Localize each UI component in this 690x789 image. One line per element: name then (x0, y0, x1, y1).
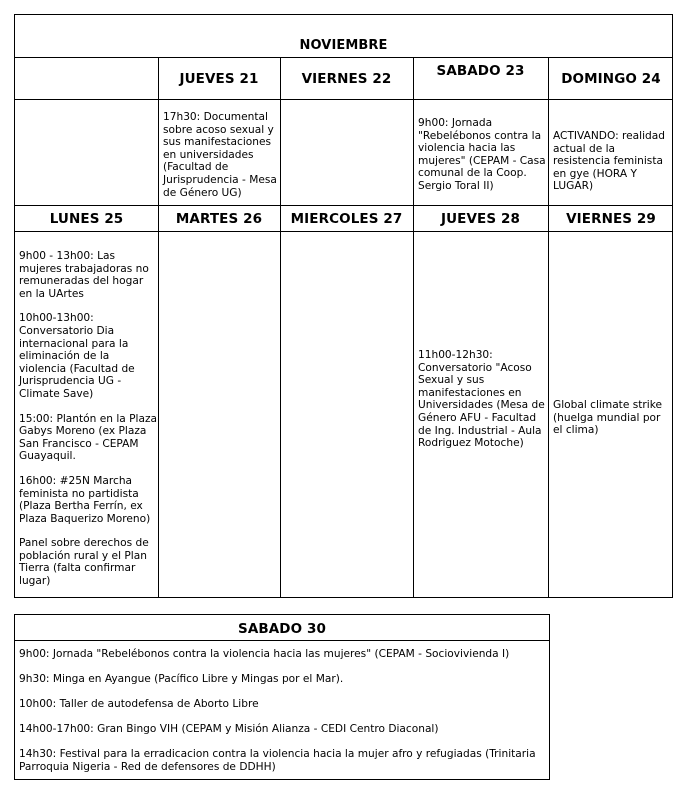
day-cell-sabado-23 (418, 117, 548, 193)
day-header-miercoles-27: MIERCOLES 27 (290, 211, 403, 227)
event-text: Panel sobre derechos de población rural y el Plan Tierra (falta confirmar lugar) (19, 537, 149, 588)
event-text: 11h00-12h30: Conversatorio "Acoso Sexual y sus manifestaciones en Universidades (Mesa de Género AFU - Facultad de Ing. Industrial - Aula Rodriguez Motoche) (418, 349, 545, 450)
column-divider (413, 57, 414, 597)
event-text: 9h00 - 13h00: Las mujeres trabajadoras no remuneradas del hogar en la UArtes (19, 250, 149, 300)
event-text: 14h30: Festival para la erradicacion contra la violencia hacia la mujer afro y refugiadas (Trinitaria Parroquia Nigeria - Red de defensores de DDHH) (19, 748, 536, 773)
day-header-domingo-24: DOMINGO 24 (561, 71, 661, 87)
november-calendar-table (14, 14, 673, 598)
event-text: 15:00: Plantón en la Plaza Gabys Moreno (ex Plaza San Francisco - CEPAM Guayaquil. (19, 412, 157, 463)
day-header-sabado-23: SABADO 23 (436, 63, 525, 79)
event-text: 10h00: Taller de autodefensa de Aborto Libre (19, 698, 259, 710)
day-header-viernes-29: VIERNES 29 (566, 211, 656, 227)
column-divider (548, 57, 549, 597)
column-divider (280, 57, 281, 597)
day-cell-jueves-28 (418, 349, 548, 450)
day-cell-domingo-24 (553, 130, 673, 193)
day-header-lunes-25: LUNES 25 (49, 211, 124, 227)
event-text: 9h00: Jornada "Rebelébonos contra la violencia hacia las mujeres" (CEPAM - Sociovivienda I) (19, 648, 510, 660)
day-header-martes-26: MARTES 26 (175, 211, 263, 227)
event-text: 9h30: Minga en Ayangue (Pacífico Libre y Mingas por el Mar). (19, 673, 344, 685)
day-header-sabado-30: SABADO 30 (238, 621, 326, 637)
event-text: 16h00: #25N Marcha feminista no partidista (Plaza Bertha Ferrín, ex Plaza Baquerizo Moreno) (19, 474, 151, 525)
event-text: 9h00: Jornada "Rebelébonos contra la violencia hacia las mujeres" (CEPAM - Casa comunal de la Coop. Sergio Toral II) (418, 117, 546, 192)
event-text: 14h00-17h00: Gran Bingo VIH (CEPAM y Misión Alianza - CEDI Centro Diaconal) (19, 723, 439, 735)
row-divider (15, 99, 672, 100)
month-title: NOVIEMBRE (299, 38, 388, 53)
day-header-viernes-22: VIERNES 22 (301, 71, 392, 87)
sabado-30-table (14, 614, 550, 780)
row-divider (15, 231, 672, 232)
day-header-jueves-21: JUEVES 21 (179, 71, 259, 87)
row-divider (15, 205, 672, 206)
event-text: Global climate strike (huelga mundial por el clima) (553, 399, 662, 437)
row-divider (15, 57, 672, 58)
row-divider (15, 640, 549, 641)
event-text: 17h30: Documental sobre acoso sexual y sus manifestaciones en universidades (Facultad de Jurisprudencia - Mesa de Género UG) (163, 111, 277, 199)
event-text: ACTIVANDO: realidad actual de la resistencia feminista en gye (HORA Y LUGAR) (553, 130, 665, 193)
day-header-jueves-28: JUEVES 28 (441, 211, 520, 227)
day-cell-lunes-25 (19, 250, 157, 588)
event-text: 10h00-13h00: Conversatorio Dia internacional para la eliminación de la violencia (Facultad de Jurisprudencia UG - Climate Save) (19, 312, 135, 400)
day-cell-jueves-21 (163, 111, 278, 199)
day-cell-viernes-29 (553, 399, 673, 437)
column-divider (158, 57, 159, 597)
